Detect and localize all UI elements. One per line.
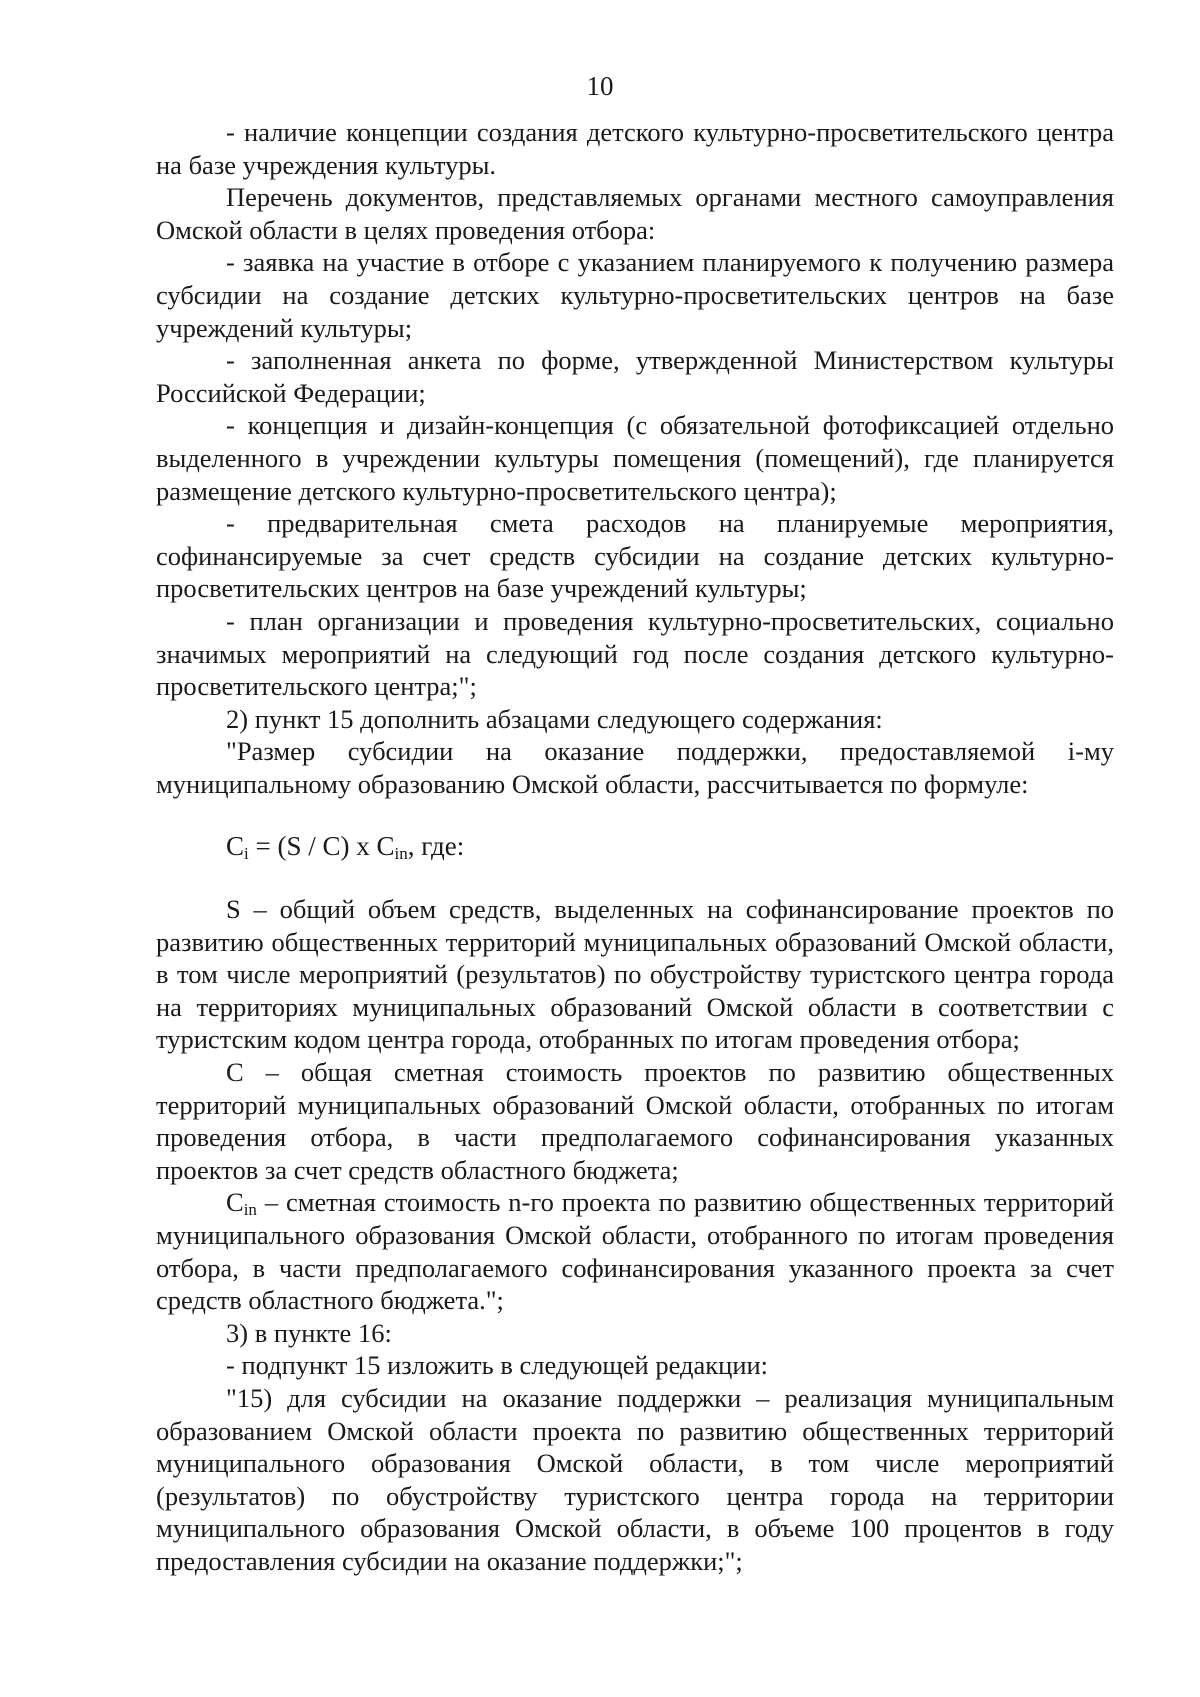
definition-cin-text: – сметная стоимость n-го проекта по развитию общественных территорий муниципального образования Омской области, отобранного по итогам проведения отбора, в части предполагаемого софинансирования указанного проекта за счет средств областного бюджета."; [156, 1187, 1114, 1316]
formula-lhs-subscript: i [244, 844, 249, 864]
paragraph-subsidy-size: "Размер субсидии на оказание поддержки, предоставляемой i-му муниципальному образованию Омской области, рассчитывается по формуле: [156, 736, 1114, 799]
paragraph-definition-c [156, 1056, 1114, 1186]
definition-c-text: – общая сметная стоимость проектов по развитию общественных территорий муниципальных образований Омской области, отобранных по итогам проведения отбора, в части предполагаемого софинансирования указанных проектов за счет средств областного бюджета; [156, 1057, 1114, 1185]
symbol-s: S [226, 894, 241, 925]
formula-lhs: C [226, 831, 245, 862]
paragraph-concept: - наличие концепции создания детского культурно-просветительского центра на базе учреждения культуры. [156, 117, 1114, 180]
symbol-c: C [226, 1057, 244, 1088]
paragraph-application: - заявка на участие в отборе с указанием планируемого к получению размера субсидии на создание детских культурно-просветительских центров на базе учреждений культуры; [156, 247, 1114, 343]
paragraph-documents-list-intro: Перечень документов, представляемых органами местного самоуправления Омской области в целях проведения отбора: [156, 182, 1114, 245]
paragraph-item-2: 2) пункт 15 дополнить абзацами следующего содержания: [226, 703, 883, 734]
paragraph-definition-s [156, 893, 1114, 1056]
formula-rhs-subscript: in [394, 844, 408, 864]
paragraph-design-concept: - концепция и дизайн-концепция (с обязательной фотофиксацией отдельно выделенного в учреждении культуры помещения (помещений), где планируется размещение детского культурно-просветительского центра); [156, 410, 1114, 506]
formula-tail: , где: [407, 831, 465, 862]
paragraph-cost-estimate: - предварительная смета расходов на планируемые мероприятия, софинансируемые за счет средств субсидии на создание детских культурно-просветительских центров на базе учреждений культуры; [156, 508, 1114, 604]
paragraph-item-3: 3) в пункте 16: [226, 1317, 392, 1348]
symbol-cin-subscript: in [243, 1200, 257, 1220]
paragraph-questionnaire: - заполненная анкета по форме, утвержденной Министерством культуры Российской Федерации; [156, 345, 1114, 408]
definition-s-text: – общий объем средств, выделенных на софинансирование проектов по развитию общественных территорий муниципальных образований Омской области, в том числе мероприятий (результатов) по обустройству туристского центра города на территориях муниципальных образований Омской области в соответствии с туристским кодом центра города, отобранных по итогам проведения отбора; [156, 894, 1114, 1055]
paragraph-event-plan: - план организации и проведения культурно-просветительских, социально значимых мероприятий на следующий год после создания детского культурно-просветительского центра;"; [156, 605, 1114, 702]
paragraph-subitem-15-intro: - подпункт 15 изложить в следующей редакции: [226, 1350, 769, 1381]
page-number: 10 [586, 71, 614, 101]
paragraph-subitem-15-text: "15) для субсидии на оказание поддержки – реализация муниципальным образованием Омской области проекта по развитию общественных территорий муниципального образования Омской области, в том числе мероприятий (результатов) по обустройству туристского центра города на территории муниципального образования Омской области, в объеме 100 процентов в году предоставления субсидии на оказание поддержки;"; [156, 1382, 1114, 1576]
document-body [156, 116, 1114, 1578]
formula-rhs: C [376, 831, 395, 862]
formula [156, 830, 1114, 863]
paragraph-definition-cin [156, 1186, 1114, 1316]
symbol-cin: C [226, 1187, 244, 1218]
formula-middle: = (S / C) x [248, 831, 377, 862]
